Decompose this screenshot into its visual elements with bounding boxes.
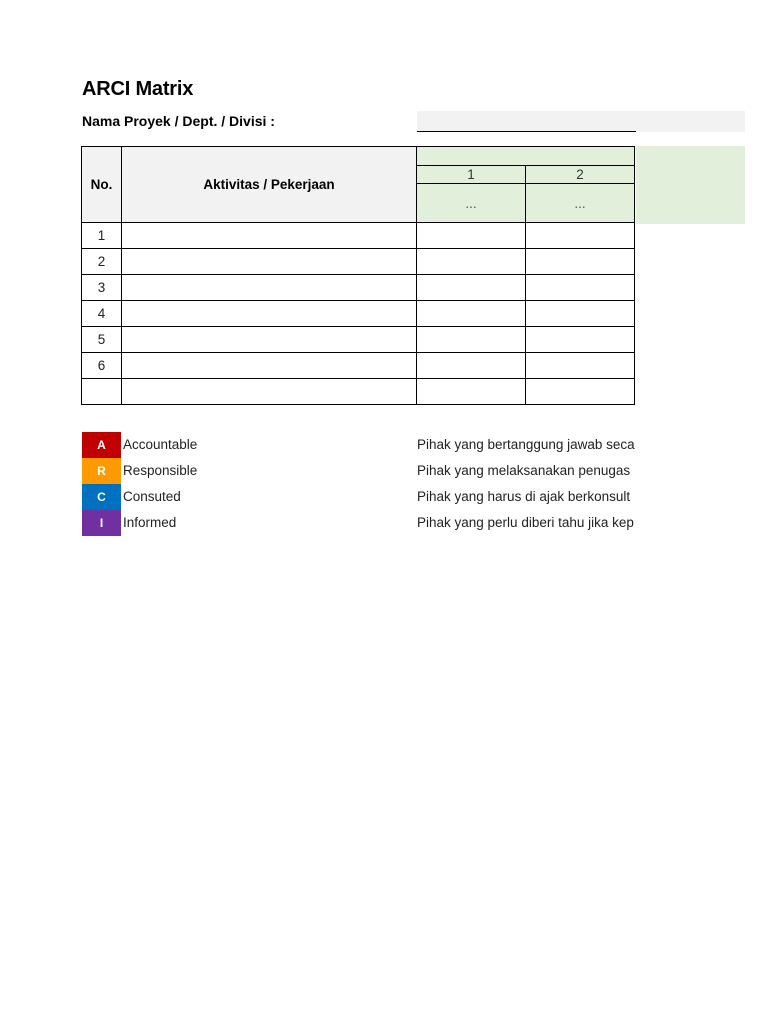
activity-cell[interactable] xyxy=(122,327,417,353)
role-column-name[interactable]: ... xyxy=(526,184,635,223)
role-cell[interactable] xyxy=(417,327,526,353)
legend-name: Accountable xyxy=(123,437,198,452)
legend-name: Responsible xyxy=(123,463,198,478)
role-cell[interactable] xyxy=(526,379,635,405)
header-no: No. xyxy=(82,147,122,223)
row-number: 6 xyxy=(82,353,122,379)
role-cell[interactable] xyxy=(526,249,635,275)
legend-name: Consuted xyxy=(123,489,181,504)
row-number xyxy=(82,379,122,405)
project-underline xyxy=(417,131,636,132)
activity-cell[interactable] xyxy=(122,275,417,301)
role-cell[interactable] xyxy=(417,379,526,405)
table-row xyxy=(82,275,635,301)
role-cell[interactable] xyxy=(526,353,635,379)
legend-description: Pihak yang perlu diberi tahu jika kep xyxy=(417,515,634,530)
role-cell[interactable] xyxy=(417,275,526,301)
role-cell[interactable] xyxy=(417,223,526,249)
table-row xyxy=(82,249,635,275)
page-title: ARCI Matrix xyxy=(82,78,194,100)
role-header-extension xyxy=(636,146,745,224)
role-cell[interactable] xyxy=(417,301,526,327)
activity-cell[interactable] xyxy=(122,379,417,405)
table-row xyxy=(82,301,635,327)
consulted-badge: C xyxy=(82,484,121,510)
table-row xyxy=(82,379,635,405)
activity-cell[interactable] xyxy=(122,353,417,379)
activity-cell[interactable] xyxy=(122,223,417,249)
role-cell[interactable] xyxy=(526,223,635,249)
role-cell[interactable] xyxy=(526,275,635,301)
legend-description: Pihak yang melaksanakan penugas xyxy=(417,463,631,478)
role-column-name[interactable]: ... xyxy=(417,184,526,223)
header-activity: Aktivitas / Pekerjaan xyxy=(122,147,417,223)
legend-name: Informed xyxy=(123,515,177,530)
table-row xyxy=(82,327,635,353)
accountable-badge: A xyxy=(82,432,121,458)
role-cell[interactable] xyxy=(417,249,526,275)
table-row xyxy=(82,353,635,379)
role-column-number: 2 xyxy=(526,166,635,184)
role-cell[interactable] xyxy=(417,353,526,379)
row-number: 2 xyxy=(82,249,122,275)
arci-table xyxy=(81,146,635,405)
activity-cell[interactable] xyxy=(122,249,417,275)
project-input[interactable] xyxy=(417,111,745,132)
informed-badge: I xyxy=(82,510,121,536)
activity-cell[interactable] xyxy=(122,301,417,327)
responsible-badge: R xyxy=(82,458,121,484)
table-row xyxy=(82,223,635,249)
header-roles-group xyxy=(417,147,635,166)
role-cell[interactable] xyxy=(526,327,635,353)
project-label: Nama Proyek / Dept. / Divisi : xyxy=(82,113,275,129)
row-number: 5 xyxy=(82,327,122,353)
legend-description: Pihak yang harus di ajak berkonsult xyxy=(417,489,631,504)
row-number: 1 xyxy=(82,223,122,249)
row-number: 4 xyxy=(82,301,122,327)
role-column-number: 1 xyxy=(417,166,526,184)
role-cell[interactable] xyxy=(526,301,635,327)
row-number: 3 xyxy=(82,275,122,301)
legend-description: Pihak yang bertanggung jawab seca xyxy=(417,437,635,452)
